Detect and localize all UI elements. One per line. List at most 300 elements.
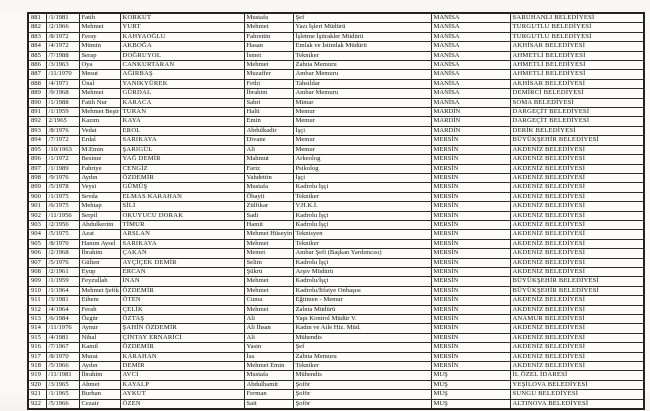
cell-row-number: 887 xyxy=(28,70,46,79)
cell-job-title: Tekniker xyxy=(293,239,431,248)
cell-row-number: 886 xyxy=(28,61,46,70)
cell-institution: AKDENİZ BELEDİYESİ xyxy=(510,333,644,342)
cell-row-number: 905 xyxy=(28,239,46,248)
table-row xyxy=(28,362,644,371)
table-row xyxy=(28,98,644,107)
cell-last-name: ÖZDEMİR xyxy=(120,343,244,352)
cell-last-name: YAĞ DEMİR xyxy=(120,155,244,164)
cell-first-name: Mehmet xyxy=(79,23,120,32)
cell-last-name: GÜRDAL xyxy=(120,89,244,98)
cell-job-title: İşçi xyxy=(293,126,431,135)
cell-first-name: Azat xyxy=(79,230,120,239)
table-row xyxy=(28,277,644,286)
cell-institution: DARGEÇİT BELEDİYESİ xyxy=(510,117,644,126)
cell-birth-date: /3/1965 xyxy=(46,380,79,389)
cell-row-number: 888 xyxy=(28,79,46,88)
cell-province: MANİSA xyxy=(431,61,510,70)
cell-father-name: Muzaffer xyxy=(244,70,293,79)
cell-institution: AKDENİZ BELEDİYESİ xyxy=(510,164,644,173)
cell-father-name: Divane xyxy=(244,136,293,145)
cell-row-number: 899 xyxy=(28,183,46,192)
table-row xyxy=(28,136,644,145)
cell-father-name: Emin xyxy=(244,117,293,126)
cell-first-name: Aydın xyxy=(79,173,120,182)
cell-province: MERSİN xyxy=(431,230,510,239)
cell-province: MERSİN xyxy=(431,164,510,173)
cell-institution: İL ÖZEL İDARESİ xyxy=(510,371,644,380)
cell-province: MERSİN xyxy=(431,211,510,220)
cell-province: MANİSA xyxy=(431,32,510,41)
cell-institution: SUNGU BELEDİYESİ xyxy=(510,390,644,399)
cell-birth-date: /4/1971 xyxy=(46,79,79,88)
cell-first-name: Abdulkerim xyxy=(79,220,120,229)
cell-institution: AKDENİZ BELEDİYESİ xyxy=(510,305,644,314)
cell-birth-date: /4/1981 xyxy=(46,333,79,342)
cell-father-name: Öbayit xyxy=(244,192,293,201)
cell-institution: AKDENİZ BELEDİYESİ xyxy=(510,202,644,211)
cell-province: MERSİN xyxy=(431,220,510,229)
cell-row-number: 881 xyxy=(28,13,46,23)
cell-province: MERSİN xyxy=(431,286,510,295)
cell-province: MANİSA xyxy=(431,98,510,107)
cell-last-name: ÖZDEMİR xyxy=(120,173,244,182)
cell-institution: AKDENİZ BELEDİYESİ xyxy=(510,183,644,192)
cell-row-number: 914 xyxy=(28,324,46,333)
cell-institution: DEMİRCİ BELEDİYESİ xyxy=(510,89,644,98)
table-row xyxy=(28,108,644,117)
cell-first-name: Hanım Aysel xyxy=(79,239,120,248)
cell-institution: BÜYÜKŞEHİR BELEDİYESİ xyxy=(510,286,644,295)
cell-birth-date: /5/1978 xyxy=(46,183,79,192)
cell-first-name: Burhan xyxy=(79,390,120,399)
cell-institution: YEŞİLOVA BELEDİYESİ xyxy=(510,380,644,389)
cell-father-name: Mehmet xyxy=(244,277,293,286)
cell-first-name: Feyzullah xyxy=(79,277,120,286)
table-row xyxy=(28,352,644,361)
cell-father-name: İbrahim xyxy=(244,89,293,98)
cell-province: MARDİN xyxy=(431,108,510,117)
cell-job-title: Memur xyxy=(293,108,431,117)
cell-row-number: 883 xyxy=(28,32,46,41)
cell-institution: AKDENİZ BELEDİYESİ xyxy=(510,239,644,248)
table-row xyxy=(28,305,644,314)
table-row xyxy=(28,192,644,201)
table-row xyxy=(28,145,644,154)
table-row xyxy=(28,220,644,229)
table-row xyxy=(28,390,644,399)
cell-job-title: Tekniker xyxy=(293,51,431,60)
cell-row-number: 922 xyxy=(28,399,46,409)
cell-row-number: 890 xyxy=(28,98,46,107)
cell-father-name: Fariz xyxy=(244,164,293,173)
table-row xyxy=(28,296,644,305)
cell-first-name: Mehtap xyxy=(79,202,120,211)
cell-first-name: Mehmet xyxy=(79,89,120,98)
cell-first-name: Ferah xyxy=(79,305,120,314)
cell-first-name: Nihal xyxy=(79,333,120,342)
cell-province: MUŞ xyxy=(431,399,510,409)
table-row xyxy=(28,173,644,182)
cell-last-name: İNAN xyxy=(120,277,244,286)
cell-birth-date: /7/1967 xyxy=(46,343,79,352)
cell-last-name: ÇİNTAY ERNARİCİ xyxy=(120,333,244,342)
cell-first-name: Özgür xyxy=(79,315,120,324)
cell-row-number: 896 xyxy=(28,155,46,164)
cell-first-name: Aydın xyxy=(79,362,120,371)
cell-birth-date: 2/1965 xyxy=(46,117,79,126)
cell-birth-date: /8/1976 xyxy=(46,126,79,135)
cell-father-name: Mehmet xyxy=(244,61,293,70)
cell-job-title: Şoför xyxy=(293,399,431,409)
cell-birth-date: /2/1968 xyxy=(46,249,79,258)
cell-job-title: Arkeolog xyxy=(293,155,431,164)
cell-institution: AKDENİZ BELEDİYESİ xyxy=(510,267,644,276)
table-row xyxy=(28,371,644,380)
cell-birth-date: /6/1984 xyxy=(46,315,79,324)
cell-last-name: AVCI xyxy=(120,371,244,380)
cell-father-name: İsa xyxy=(244,352,293,361)
cell-row-number: 915 xyxy=(28,333,46,342)
cell-job-title: Mühendis xyxy=(293,371,431,380)
cell-father-name: Mahmut xyxy=(244,155,293,164)
table-row xyxy=(28,126,644,135)
cell-job-title: Zabıta Memuru xyxy=(293,352,431,361)
cell-last-name: CENGİZ xyxy=(120,164,244,173)
cell-father-name: Mustafa xyxy=(244,183,293,192)
table-row xyxy=(28,230,644,239)
cell-institution: AKDENİZ BELEDİYESİ xyxy=(510,343,644,352)
cell-last-name: TURAN xyxy=(120,108,244,117)
cell-father-name: Abdulhamit xyxy=(244,380,293,389)
cell-row-number: 919 xyxy=(28,371,46,380)
cell-row-number: 913 xyxy=(28,315,46,324)
cell-birth-date: /7/1972 xyxy=(46,136,79,145)
cell-last-name: KAYA xyxy=(120,117,244,126)
cell-father-name: Cuma xyxy=(244,296,293,305)
table-row xyxy=(28,23,644,32)
cell-row-number: 895 xyxy=(28,145,46,154)
cell-last-name: KAYALP xyxy=(120,380,244,389)
cell-birth-date: /4/1964 xyxy=(46,305,79,314)
cell-birth-date: /6/1975 xyxy=(46,202,79,211)
table-row xyxy=(28,239,644,248)
cell-row-number: 906 xyxy=(28,249,46,258)
cell-row-number: 901 xyxy=(28,202,46,211)
cell-province: MERSİN xyxy=(431,352,510,361)
cell-father-name: Mustafa xyxy=(244,13,293,23)
cell-row-number: 907 xyxy=(28,258,46,267)
cell-row-number: 898 xyxy=(28,173,46,182)
cell-province: MERSİN xyxy=(431,296,510,305)
cell-province: MERSİN xyxy=(431,333,510,342)
cell-job-title: Zabıta Memuru xyxy=(293,61,431,70)
cell-last-name: ÇELİK xyxy=(120,305,244,314)
cell-province: MERSİN xyxy=(431,277,510,286)
cell-province: MERSİN xyxy=(431,315,510,324)
cell-father-name: Mehmet Emin xyxy=(244,362,293,371)
cell-father-name: Mehmet xyxy=(244,286,293,295)
cell-institution: AHMETLİ BELEDİYESİ xyxy=(510,61,644,70)
cell-first-name: Fatih xyxy=(79,13,120,23)
cell-father-name: Mehmet xyxy=(244,23,293,32)
cell-row-number: 882 xyxy=(28,23,46,32)
table-row xyxy=(28,117,644,126)
cell-institution: AKDENİZ BELEDİYESİ xyxy=(510,220,644,229)
table-row xyxy=(28,164,644,173)
cell-first-name: Vedat xyxy=(79,126,120,135)
cell-institution: AKDENİZ BELEDİYESİ xyxy=(510,173,644,182)
cell-institution: AKDENİZ BELEDİYESİ xyxy=(510,192,644,201)
cell-last-name: TİMUR xyxy=(120,220,244,229)
cell-row-number: 903 xyxy=(28,220,46,229)
cell-father-name: Halit xyxy=(244,108,293,117)
cell-job-title: Şef xyxy=(293,343,431,352)
cell-institution: AKHİSAR BELEDİYESİ xyxy=(510,42,644,51)
cell-institution: AHMETLİ BELEDİYESİ xyxy=(510,70,644,79)
table-row xyxy=(28,286,644,295)
cell-row-number: 910 xyxy=(28,286,46,295)
cell-institution: AHMETLİ BELEDİYESİ xyxy=(510,51,644,60)
cell-father-name: Fethi xyxy=(244,79,293,88)
cell-birth-date: /2/1966 xyxy=(46,23,79,32)
cell-last-name: ÖZDEMİR xyxy=(120,286,244,295)
cell-province: MERSİN xyxy=(431,324,510,333)
cell-first-name: M.Emin xyxy=(79,145,120,154)
cell-job-title: İşletme İştirakler Müdürü xyxy=(293,32,431,41)
cell-last-name: ŞAHİN ÖZDEMİR xyxy=(120,324,244,333)
cell-father-name: Sadi xyxy=(244,211,293,220)
cell-first-name: Feray xyxy=(79,32,120,41)
cell-birth-date: /8/1972 xyxy=(46,32,79,41)
cell-job-title: Mühendis xyxy=(293,333,431,342)
table-row xyxy=(28,70,644,79)
cell-first-name: Serap xyxy=(79,51,120,60)
cell-birth-date: /2/1961 xyxy=(46,267,79,276)
cell-first-name: Fahriye xyxy=(79,164,120,173)
cell-last-name: AYKUT xyxy=(120,390,244,399)
cell-job-title: Tahsildar xyxy=(293,79,431,88)
cell-birth-date: /1/1975 xyxy=(46,192,79,201)
cell-last-name: GÜMÜŞ xyxy=(120,183,244,192)
cell-father-name: Sabri xyxy=(244,98,293,107)
cell-job-title: Ambar Memuru xyxy=(293,89,431,98)
cell-father-name: Abdulkadir xyxy=(244,126,293,135)
table-row xyxy=(28,324,644,333)
cell-province: MERSİN xyxy=(431,305,510,314)
cell-row-number: 909 xyxy=(28,277,46,286)
personnel-table-body xyxy=(28,13,644,409)
cell-first-name: Ünal xyxy=(79,79,120,88)
cell-father-name: Zülfikar xyxy=(244,202,293,211)
cell-birth-date: /1/1959 xyxy=(46,277,79,286)
cell-birth-date: /11/1956 xyxy=(46,211,79,220)
cell-last-name: ÖZTAŞ xyxy=(120,315,244,324)
cell-row-number: 900 xyxy=(28,192,46,201)
cell-row-number: 908 xyxy=(28,267,46,276)
cell-row-number: 920 xyxy=(28,380,46,389)
cell-last-name: ARSLAN xyxy=(120,230,244,239)
cell-first-name: Oya xyxy=(79,61,120,70)
cell-birth-date: /5/1976 xyxy=(46,258,79,267)
personnel-table xyxy=(27,12,645,410)
table-row xyxy=(28,211,644,220)
cell-last-name: AĞIRBAŞ xyxy=(120,70,244,79)
cell-birth-date: /1/1965 xyxy=(46,390,79,399)
cell-row-number: 894 xyxy=(28,136,46,145)
cell-row-number: 921 xyxy=(28,390,46,399)
cell-row-number: 891 xyxy=(28,108,46,117)
cell-institution: SARUHANLI BELEDİYESİ xyxy=(510,13,644,23)
cell-job-title: Şoför xyxy=(293,380,431,389)
cell-job-title: Emlak ve İstimlak Müdürü xyxy=(293,42,431,51)
cell-last-name: OKUYUCU DORAK xyxy=(120,211,244,220)
cell-job-title: Kadrolu İşçi xyxy=(293,211,431,220)
table-row xyxy=(28,13,644,23)
cell-institution: TURGUTLU BELEDİYESİ xyxy=(510,23,644,32)
cell-birth-date: /5/1975 xyxy=(46,230,79,239)
cell-first-name: Mehmet Beşir xyxy=(79,108,120,117)
cell-birth-date: /3/1963 xyxy=(46,61,79,70)
cell-first-name: Ethem xyxy=(79,296,120,305)
table-row xyxy=(28,32,644,41)
cell-birth-date: /1/1981 xyxy=(46,13,79,23)
cell-birth-date: /1/1964 xyxy=(46,286,79,295)
cell-province: MARDİN xyxy=(431,117,510,126)
cell-first-name: İbrahim xyxy=(79,371,120,380)
cell-province: MERSİN xyxy=(431,136,510,145)
cell-job-title: V.H.K.İ. xyxy=(293,202,431,211)
cell-job-title: Tekniker xyxy=(293,362,431,371)
table-row xyxy=(28,249,644,258)
cell-job-title: Ambar Memuru xyxy=(293,70,431,79)
cell-row-number: 918 xyxy=(28,362,46,371)
cell-institution: AKDENİZ BELEDİYESİ xyxy=(510,324,644,333)
table-row xyxy=(28,315,644,324)
cell-job-title: Zabıta Müdürü xyxy=(293,305,431,314)
cell-last-name: ERCAN xyxy=(120,267,244,276)
cell-row-number: 912 xyxy=(28,305,46,314)
cell-first-name: Veysi xyxy=(79,183,120,192)
cell-province: MERSİN xyxy=(431,173,510,182)
cell-row-number: 904 xyxy=(28,230,46,239)
cell-institution: DARGEÇİT BELEDİYESİ xyxy=(510,108,644,117)
cell-job-title: Ambar Şefi (Başkan Yardımcısı) xyxy=(293,249,431,258)
cell-last-name: ÇAKAN xyxy=(120,249,244,258)
cell-first-name: Kazım xyxy=(79,117,120,126)
cell-institution: AKDENİZ BELEDİYESİ xyxy=(510,249,644,258)
cell-father-name: Sait xyxy=(244,399,293,409)
cell-first-name: Cezair xyxy=(79,399,120,409)
cell-first-name: Serpil xyxy=(79,211,120,220)
cell-province: MANİSA xyxy=(431,23,510,32)
cell-father-name: Ferman xyxy=(244,390,293,399)
cell-institution: AKDENİZ BELEDİYESİ xyxy=(510,230,644,239)
table-row xyxy=(28,380,644,389)
cell-first-name: Ahmet xyxy=(79,380,120,389)
cell-job-title: Kadın ve Aile Hiz. Müd. xyxy=(293,324,431,333)
cell-province: MERSİN xyxy=(431,343,510,352)
cell-father-name: Selim xyxy=(244,258,293,267)
cell-father-name: Mustafa xyxy=(244,371,293,380)
cell-last-name: SİLİ xyxy=(120,202,244,211)
cell-first-name: Fatih Nur xyxy=(79,98,120,107)
table-row xyxy=(28,89,644,98)
cell-last-name: ELMAS KARAHAN xyxy=(120,192,244,201)
cell-last-name: ŞARIGÜL xyxy=(120,145,244,154)
cell-first-name: Mehmet Şefik xyxy=(79,286,120,295)
cell-province: MERSİN xyxy=(431,155,510,164)
table-row xyxy=(28,343,644,352)
cell-institution: AKDENİZ BELEDİYESİ xyxy=(510,211,644,220)
table-row xyxy=(28,79,644,88)
cell-first-name: Besime xyxy=(79,155,120,164)
cell-institution: DERİK BELEDİYESİ xyxy=(510,126,644,135)
cell-row-number: 885 xyxy=(28,51,46,60)
cell-father-name: Hasan xyxy=(244,42,293,51)
cell-job-title: Mimar xyxy=(293,98,431,107)
cell-birth-date: /8/1970 xyxy=(46,352,79,361)
cell-institution: SOMA BELEDİYESİ xyxy=(510,98,644,107)
cell-birth-date: /9/1968 xyxy=(46,89,79,98)
cell-father-name: Ali xyxy=(244,315,293,324)
cell-job-title: Memur xyxy=(293,145,431,154)
cell-father-name: Mehmet Hüseyin xyxy=(244,230,293,239)
cell-job-title: Arşiv Müdürü xyxy=(293,267,431,276)
table-row xyxy=(28,202,644,211)
cell-row-number: 911 xyxy=(28,296,46,305)
cell-first-name: Mesut xyxy=(79,70,120,79)
cell-birth-date: /11/1970 xyxy=(46,70,79,79)
cell-father-name: Mehmet xyxy=(244,305,293,314)
cell-job-title: Eğitmen - Memur xyxy=(293,296,431,305)
cell-row-number: 897 xyxy=(28,164,46,173)
cell-institution: AKDENİZ BELEDİYESİ xyxy=(510,352,644,361)
cell-province: MERSİN xyxy=(431,239,510,248)
cell-first-name: Sevda xyxy=(79,192,120,201)
cell-last-name: YANIKYÜREK xyxy=(120,79,244,88)
cell-last-name: SARIKAYA xyxy=(120,136,244,145)
cell-father-name: Memet xyxy=(244,249,293,258)
cell-father-name: Ali İhsan xyxy=(244,324,293,333)
cell-first-name: Aynur xyxy=(79,324,120,333)
cell-institution: AKDENİZ BELEDİYESİ xyxy=(510,155,644,164)
cell-birth-date: /11/1981 xyxy=(46,371,79,380)
cell-institution: TURGUTLU BELEDİYESİ xyxy=(510,32,644,41)
cell-province: MANİSA xyxy=(431,89,510,98)
cell-birth-date: /2/1956 xyxy=(46,220,79,229)
cell-row-number: 889 xyxy=(28,89,46,98)
cell-father-name: Fahrettin xyxy=(244,32,293,41)
cell-first-name: Eyup xyxy=(79,267,120,276)
cell-father-name: İsmet xyxy=(244,51,293,60)
cell-row-number: 917 xyxy=(28,352,46,361)
table-row xyxy=(28,267,644,276)
cell-job-title: Şef xyxy=(293,13,431,23)
cell-province: MERSİN xyxy=(431,362,510,371)
cell-last-name: KARAHAN xyxy=(120,352,244,361)
cell-last-name: AKBOĞA xyxy=(120,42,244,51)
cell-first-name: Kamil xyxy=(79,343,120,352)
cell-last-name: EROL xyxy=(120,126,244,135)
cell-last-name: DEMİR xyxy=(120,362,244,371)
cell-province: MERSİN xyxy=(431,192,510,201)
cell-last-name: ÖTEN xyxy=(120,296,244,305)
cell-birth-date: /10/1963 xyxy=(46,145,79,154)
cell-job-title: Memur xyxy=(293,117,431,126)
cell-institution: ANAMUR BELEDİYESİ xyxy=(510,315,644,324)
cell-job-title: Kadrolu İşçi xyxy=(293,258,431,267)
cell-row-number: 892 xyxy=(28,117,46,126)
